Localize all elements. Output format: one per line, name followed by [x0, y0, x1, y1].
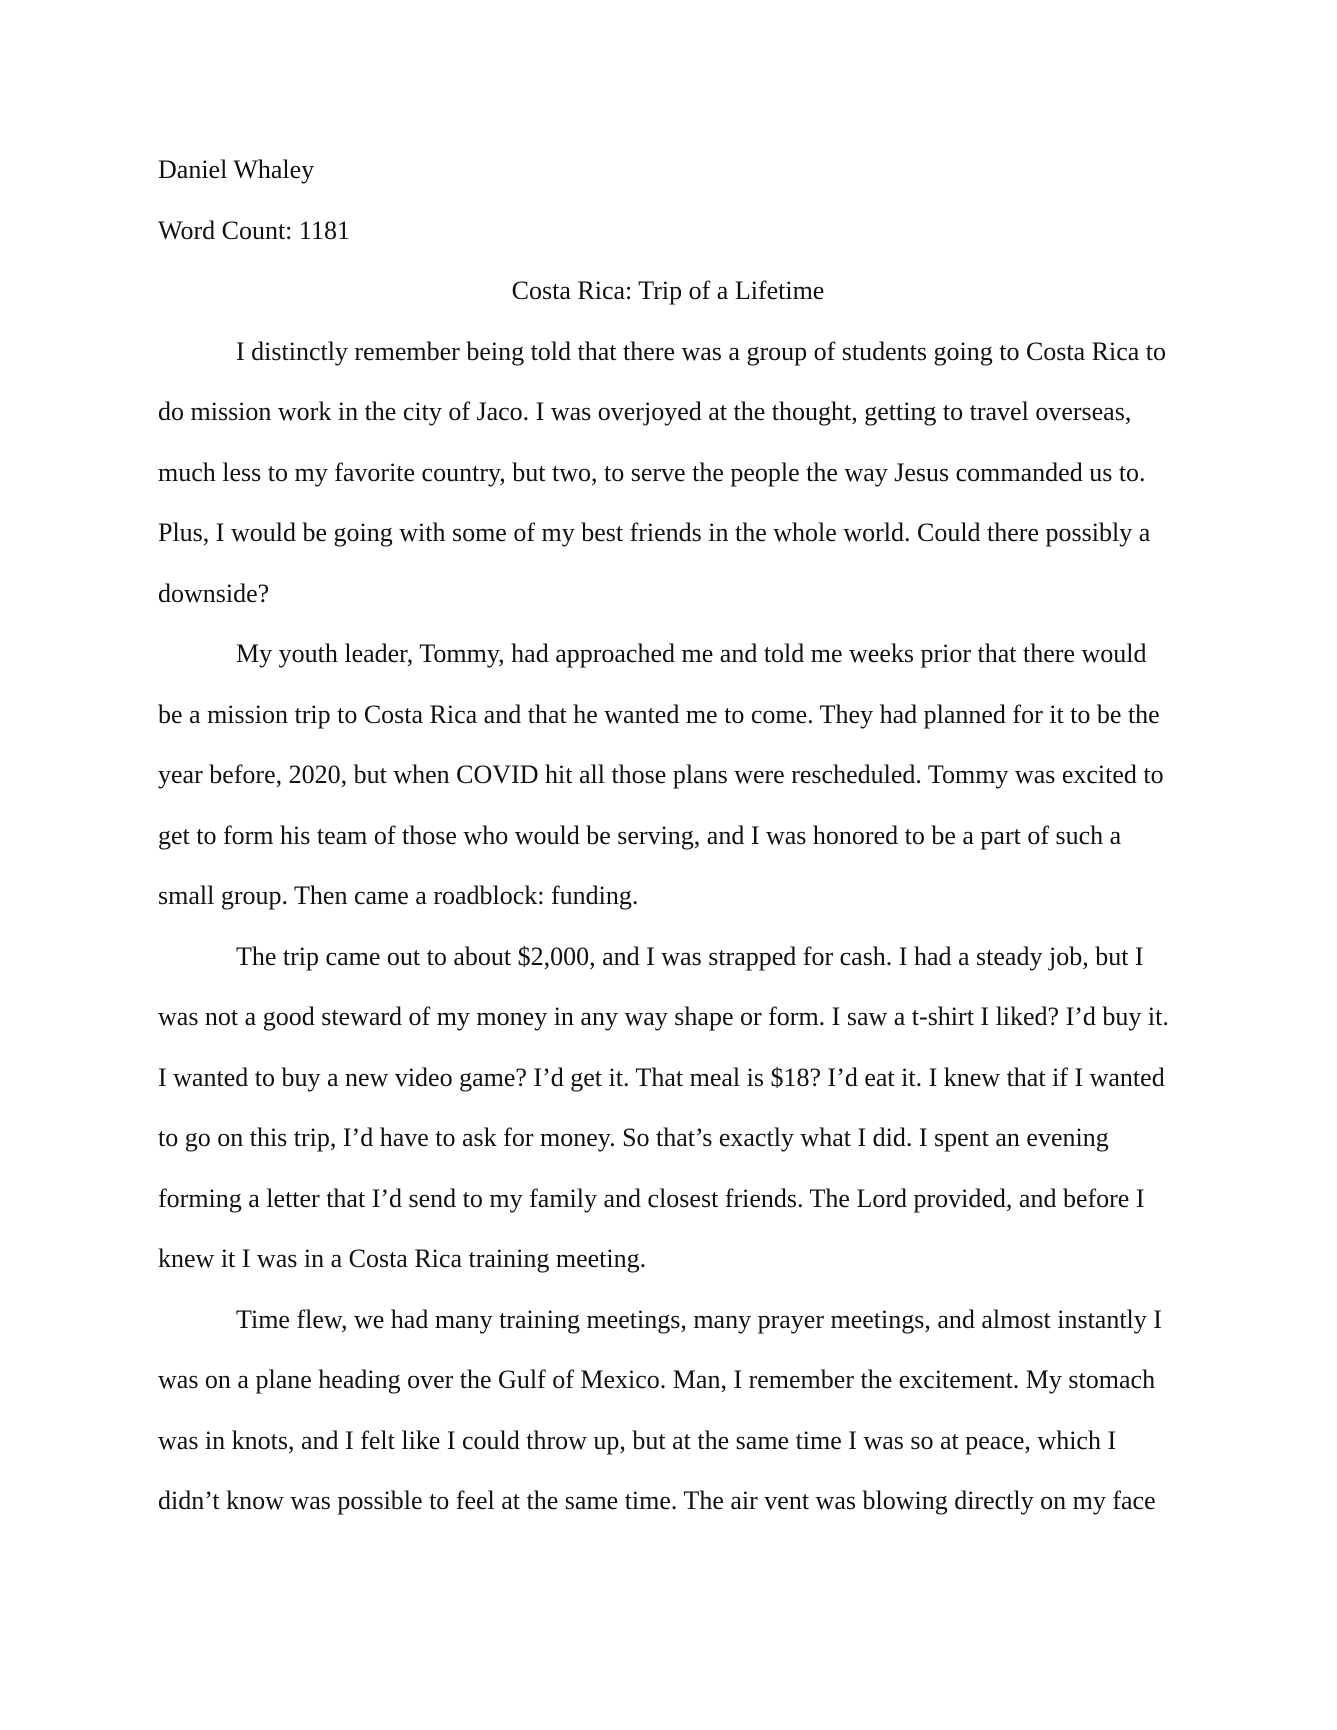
paragraph-line: year before, 2020, but when COVID hit all those plans were rescheduled. Tommy was excited to [158, 760, 1164, 789]
paragraph-2 [158, 624, 1178, 927]
paragraph-4 [158, 1290, 1178, 1532]
paragraph-line: The trip came out to about $2,000, and I was strapped for cash. I had a steady job, but I [236, 941, 1144, 971]
paragraph-line: small group. Then came a roadblock: funding. [158, 881, 639, 910]
paragraph-1 [158, 322, 1178, 625]
paragraph-line: much less to my favorite country, but two, to serve the people the way Jesus commanded us to. [158, 457, 1146, 487]
paragraph-line: didn’t know was possible to feel at the same time. The air vent was blowing directly on my face [158, 1486, 1156, 1515]
paragraph-line: knew it I was in a Costa Rica training meeting. [158, 1244, 647, 1273]
paragraph-line: downside? [158, 578, 270, 608]
paragraph-line: Plus, I would be going with some of my best friends in the whole world. Could there possibly a [158, 518, 1151, 547]
paragraph-line: do mission work in the city of Jaco. I was overjoyed at the thought, getting to travel overseas, [158, 397, 1132, 426]
paragraph-line: was in knots, and I felt like I could throw up, but at the same time I was so at peace, which I [158, 1425, 1117, 1455]
essay-title: Costa Rica: Trip of a Lifetime [511, 276, 825, 305]
paragraph-line: get to form his team of those who would be serving, and I was honored to be a part of such a [158, 820, 1122, 850]
essay-body [158, 140, 1178, 1532]
word-count: Word Count: 1181 [158, 215, 350, 245]
paragraph-line: was on a plane heading over the Gulf of Mexico. Man, I remember the excitement. My stomach [158, 1365, 1156, 1394]
paragraph-3 [158, 927, 1178, 1290]
paragraph-line: I distinctly remember being told that there was a group of students going to Costa Rica to [236, 336, 1167, 366]
author-name: Daniel Whaley [158, 155, 315, 184]
paragraph-line: Time flew, we had many training meetings, many prayer meetings, and almost instantly I [236, 1304, 1162, 1334]
paragraph-line: forming a letter that I’d send to my family and closest friends. The Lord provided, and before I [158, 1183, 1145, 1213]
paragraph-line: was not a good steward of my money in any way shape or form. I saw a t-shirt I liked? I’d buy it. [158, 1002, 1169, 1031]
paragraph-line: My youth leader, Tommy, had approached me and told me weeks prior that there would [236, 639, 1147, 668]
paragraph-line: be a mission trip to Costa Rica and that he wanted me to come. They had planned for it to be the [158, 699, 1160, 729]
paragraph-line: to go on this trip, I’d have to ask for money. So that’s exactly what I did. I spent an evening [158, 1123, 1109, 1152]
paragraph-line: I wanted to buy a new video game? I’d get it. That meal is $18? I’d eat it. I knew that if I wanted [158, 1062, 1165, 1092]
